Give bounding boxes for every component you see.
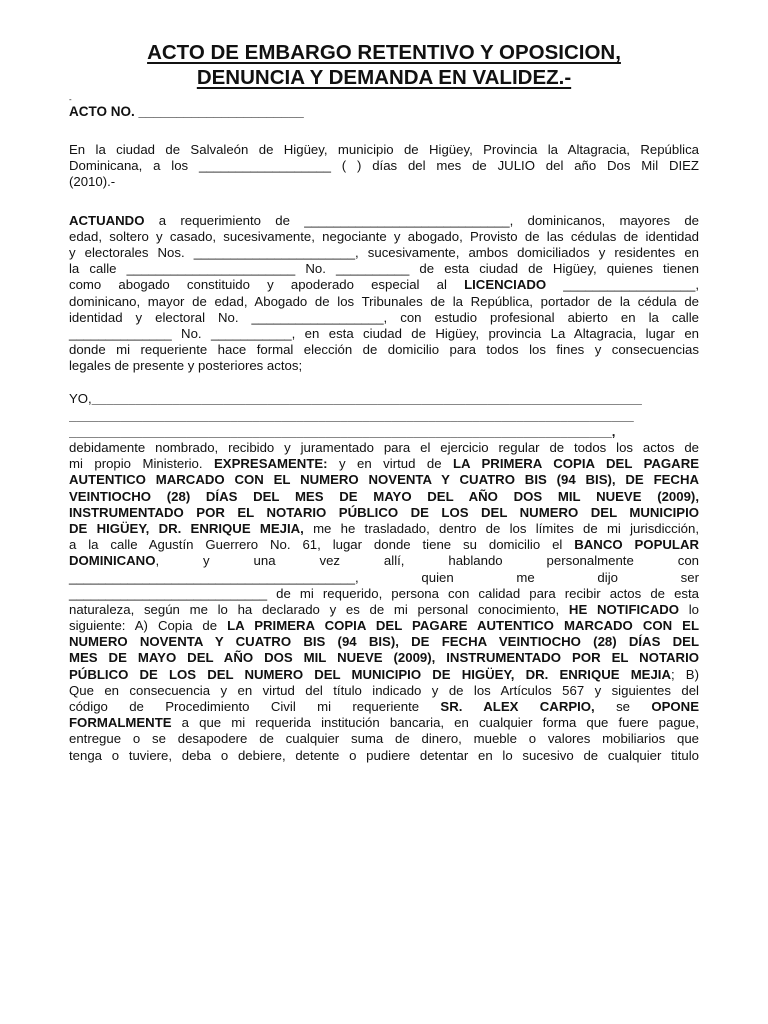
text-line: Que en consecuencia y en virtud del título indicado y de los Artículos 567 y siguientes del — [69, 682, 699, 698]
text-line: _______________________________________, quien me dijo ser — [69, 569, 699, 585]
text-line: debidamente nombrado, recibido y juramentado para el ejercicio regular de todos los actos de — [69, 440, 699, 455]
bold-text: NUMERO NOVENTA Y CUATRO BIS (94 BIS), DE FECHA VEINTIOCHO (28) DÍAS DEL — [69, 634, 699, 650]
acto-number — [69, 104, 699, 120]
text-line — [69, 634, 699, 650]
yo-label: YO, — [69, 391, 92, 407]
bold-text: FORMALMENTE — [69, 715, 172, 731]
blank-rule-line: __________________________________________________________________________, — [69, 423, 616, 439]
text-line: ______________ No. ___________, en esta ciudad de Higüey, provincia La Altagracia, lugar en — [69, 325, 699, 341]
paragraph-location-date — [69, 142, 699, 191]
yo-line — [69, 391, 699, 407]
title-line-2: DENUNCIA Y DEMANDA EN VALIDEZ.- — [196, 66, 572, 89]
text-line: ___________________________ de mi requerido, persona con calidad para recibir actos de esta — [69, 585, 699, 601]
text-line: Dominicana, a los __________________ ( ) días del mes de JULIO del año Dos Mil DIEZ — [69, 158, 699, 174]
bold-text: INSTRUMENTADO POR EL NOTARIO PÚBLICO DE LOS DEL NUMERO DEL MUNICIPIO — [69, 504, 699, 520]
text-line — [69, 537, 699, 553]
bold-text: LA PRIMERA COPIA DEL PAGARE AUTENTICO MARCADO CON EL — [227, 618, 699, 634]
text-line — [69, 650, 699, 666]
text-line: legales de presente y posteriores actos; — [69, 358, 303, 374]
document-title — [69, 40, 699, 90]
text-line: entregue o se desapodere de cualquier suma de dinero, mueble o valores mobiliarios que — [69, 731, 699, 747]
text-run: a que mi requerida institución bancaria, en cualquier forma que fuere pague, — [171, 715, 699, 731]
text-run: a la calle Agustín Guerrero No. 61, lugar donde tiene su domicilio el — [69, 537, 575, 553]
bold-text: LA PRIMERA COPIA DEL PAGARE — [452, 456, 700, 472]
text-run: se — [594, 699, 652, 714]
text-line — [69, 521, 699, 537]
text-run: naturaleza, según me lo ha declarado y es de mi personal conocimiento, — [69, 601, 569, 617]
bold-text: AUTENTICO MARCADO CON EL NUMERO NOVENTA Y CUATRO BIS (94 BIS), DE FECHA — [69, 472, 699, 488]
text-line: En la ciudad de Salvaleón de Higüey, municipio de Higüey, Provincia la Altagracia, República — [69, 142, 699, 157]
text-line — [69, 715, 699, 731]
text-line — [69, 489, 699, 505]
bold-text: PÚBLICO DE LOS DEL NUMERO DEL MUNICIPIO DE HIGÜEY, DR. ENRIQUE MEJIA — [69, 666, 671, 682]
text-line: la calle _______________________ No. __________ de esta ciudad de Higüey, quienes tienen — [69, 261, 699, 277]
bold-text: BANCO POPULAR — [574, 537, 699, 553]
bold-text: SR. ALEX CARPIO, — [440, 699, 595, 714]
title-line-1: ACTO DE EMBARGO RETENTIVO Y OPOSICION, — [147, 41, 621, 64]
text-run: a requerimiento de ____________________________, dominicanos, mayores de — [144, 212, 699, 228]
text-line — [69, 553, 699, 569]
document-page — [69, 40, 699, 764]
text-run: , y una vez allí, hablando personalmente con — [155, 553, 699, 569]
text-line — [69, 602, 699, 618]
text-line — [69, 699, 699, 715]
text-line: donde mi requeriente hace formal elección de domicilio para todos los fines y consecuencias — [69, 342, 699, 358]
bold-text: OPONE — [651, 699, 699, 714]
bold-text: ACTUANDO — [69, 212, 145, 228]
text-line — [69, 618, 699, 634]
text-run: __________________, — [546, 277, 699, 293]
text-run: siguiente: A) Copia de — [69, 618, 228, 634]
paragraph-yo — [69, 391, 699, 763]
text-line: edad, soltero y casado, sucesivamente, negociante y abogado, Provisto de las cédulas de identidad — [69, 228, 699, 244]
small-mark: - — [69, 95, 72, 104]
bold-text: EXPRESAMENTE: — [214, 456, 328, 472]
bold-text: VEINTIOCHO (28) DÍAS DEL MES DE MAYO DEL AÑO DOS MIL NUEVE (2009), — [69, 488, 699, 504]
text-line — [69, 456, 699, 472]
text-line: (2010).- — [69, 174, 116, 190]
text-run: lo — [679, 601, 699, 617]
bold-text: HE NOTIFICADO — [568, 601, 679, 617]
paragraph-actuando — [69, 213, 699, 375]
text-line — [69, 505, 699, 521]
bold-text: LICENCIADO — [464, 277, 547, 293]
text-line — [69, 277, 699, 293]
text-run: me he trasladado, dentro de los límites de mi jurisdicción, — [303, 520, 700, 536]
bold-text: MES DE MAYO DEL AÑO DOS MIL NUEVE (2009), INSTRUMENTADO POR EL NOTARIO — [69, 650, 699, 666]
text-line: dominicano, mayor de edad, Abogado de los Tribunales de la República, portador de la cédula de — [69, 293, 699, 309]
acto-label: ACTO NO. — [69, 104, 135, 119]
bold-text: DE HIGÜEY, DR. ENRIQUE MEJIA, — [69, 520, 304, 536]
text-run: como abogado constituido y apoderado especial al — [69, 277, 465, 293]
text-run: mi propio Ministerio. — [69, 456, 214, 472]
text-line: identidad y electoral No. __________________, con estudio profesional abierto en la calle — [69, 309, 699, 325]
text-line — [69, 213, 699, 229]
text-run: y en virtud de — [327, 456, 453, 472]
text-run: ; B) — [671, 666, 699, 682]
blank-rule-line: _____________________________________________________________________________ — [69, 407, 634, 423]
text-line — [69, 472, 699, 488]
blank-rule: ___________________________________________________________________________ — [91, 391, 642, 407]
acto-blank: ______________________ — [138, 104, 304, 119]
bold-text: DOMINICANO — [69, 553, 156, 569]
text-line: y electorales Nos. ______________________, sucesivamente, ambos domiciliados y residentes en — [69, 244, 699, 260]
text-run: código de Procedimiento Civil mi requeriente — [69, 699, 441, 714]
text-line — [69, 667, 699, 683]
text-line: tenga o tuviere, deba o debiere, detente o pudiere detentar en lo sucesivo de cualquier titulo — [69, 747, 699, 763]
